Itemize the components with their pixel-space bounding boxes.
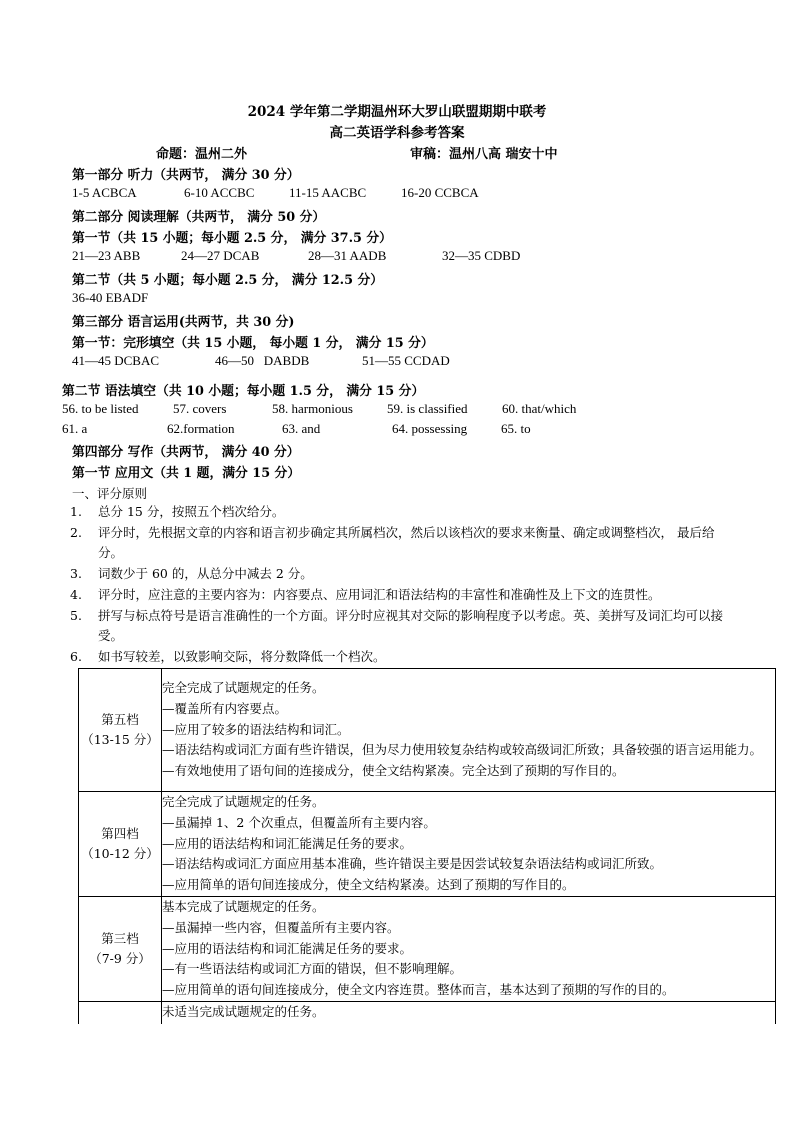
- principle-text: 拼写与标点符号是语言准确性的一个方面。评分时应视其对交际的影响程度予以考虑。英、美拼写及词汇均可以接受。: [98, 608, 724, 643]
- grade-row: [79, 1002, 776, 1024]
- principle-number: 3.: [70, 566, 82, 581]
- grade-name: 第五档: [101, 712, 139, 727]
- grade-line: —应用了较多的语法结构和词汇。: [162, 721, 350, 737]
- answer-item: 61. a: [62, 421, 88, 436]
- answer-item: 59. is classified: [387, 401, 468, 416]
- principle-number: 6.: [70, 649, 82, 664]
- principle-text: 评分时，先根据文章的内容和语言初步确定其所属档次，然后以该档次的要求来衡量、确定或调整档次， 最后给分。: [98, 525, 715, 560]
- grade-line: 基本完成了试题规定的任务。: [162, 899, 325, 914]
- part3-section1-heading: 第一节：完形填空（共 15 小题， 每小题 1 分， 满分 15 分）: [72, 336, 434, 351]
- reviewer-credit: 审稿：温州八高 瑞安十中: [410, 147, 558, 162]
- part3-section2-heading: 第二节 语法填空（共 10 小题；每小题 1.5 分， 满分 15 分）: [62, 384, 425, 399]
- grade-row: [79, 669, 776, 792]
- grade-description-cell: [162, 1002, 776, 1024]
- grade-line: —虽漏掉 1、2 个次重点，但覆盖所有主要内容。: [162, 814, 436, 830]
- grade-line: —语法结构或词汇方面有些许错误，但为尽力使用较复杂结构或较高级词汇所致；具备较强的语言运用能力。: [162, 742, 763, 758]
- grade-line: —有一些语法结构或词汇方面的错误，但不影响理解。: [162, 961, 463, 977]
- answer-item: 56. to be listed: [62, 401, 139, 416]
- grade-description-cell: [162, 897, 776, 1002]
- answer-item: 58. harmonious: [272, 401, 353, 416]
- grade-range: （7-9 分）: [89, 951, 151, 966]
- principle-text: 评分时，应注意的主要内容为：内容要点、应用词汇和语法结构的丰富性和准确性及上下文的连贯性。: [98, 587, 661, 602]
- answer-group: 41—45 DCBAC: [72, 353, 160, 368]
- answer-item: 64. possessing: [392, 421, 468, 436]
- grade-range: （13-15 分）: [81, 732, 159, 747]
- grading-table: [78, 668, 776, 1024]
- grade-description-cell: [162, 792, 776, 897]
- answer-item: 62.formation: [167, 421, 235, 436]
- principle-number: 1.: [70, 504, 82, 519]
- part2-section2-heading: 第二节（共 5 小题；每小题 2.5 分， 满分 12.5 分）: [72, 273, 384, 288]
- grade-line: —虽漏掉一些内容，但覆盖所有主要内容。: [162, 919, 400, 935]
- part2-section1-heading: 第一节（共 15 小题；每小题 2.5 分， 满分 37.5 分）: [72, 231, 392, 246]
- part4-section1-heading: 第一节 应用文（共 1 题，满分 15 分）: [72, 466, 301, 481]
- answer-group: 32—35 CDBD: [442, 248, 521, 263]
- grade-name: 第四档: [101, 826, 139, 841]
- setter-credit: 命题：温州二外: [156, 147, 248, 162]
- principle-item: [70, 606, 730, 646]
- principle-number: 2.: [70, 525, 82, 540]
- principles-title: 一、评分原则: [72, 486, 148, 501]
- grade-line: 完全完成了试题规定的任务。: [162, 794, 325, 809]
- grade-line: 未适当完成试题规定的任务。: [162, 1004, 325, 1019]
- grade-row: [79, 897, 776, 1002]
- grade-line: —应用的语法结构和词汇能满足任务的要求。: [162, 835, 413, 851]
- answer-item: 63. and: [282, 421, 321, 436]
- grade-line: 完全完成了试题规定的任务。: [162, 680, 325, 695]
- principle-item: [70, 585, 730, 605]
- principle-item: [70, 523, 730, 563]
- part1-heading: 第一部分 听力（共两节， 满分 30 分）: [72, 168, 300, 183]
- part2-heading: 第二部分 阅读理解（共两节， 满分 50 分）: [72, 210, 326, 225]
- grade-name: 第三档: [101, 931, 139, 946]
- grade-line: —覆盖所有内容要点。: [162, 700, 288, 716]
- grade-range: （10-12 分）: [81, 846, 159, 861]
- part4-heading: 第四部分 写作（共两节， 满分 40 分）: [72, 445, 300, 460]
- principle-item: [70, 502, 730, 522]
- grade-level-cell: [79, 1002, 162, 1024]
- answer-group: 28—31 AADB: [308, 248, 387, 263]
- grade-line: —应用简单的语句间连接成分，使全文内容连贯。整体而言，基本达到了预期的写作的目的。: [162, 982, 675, 998]
- answer-group: 24—27 DCAB: [181, 248, 260, 263]
- principle-text: 总分 15 分，按照五个档次给分。: [98, 504, 285, 519]
- principle-number: 4.: [70, 587, 82, 602]
- grade-level-cell: [79, 897, 162, 1002]
- grade-level-cell: [79, 669, 162, 792]
- grade-description-cell: [162, 669, 776, 792]
- part3-heading: 第三部分 语言运用(共两节，共 30 分): [72, 315, 295, 330]
- answer-group: 16-20 CCBCA: [401, 185, 479, 200]
- principle-text: 词数少于 60 的，从总分中减去 2 分。: [98, 566, 313, 581]
- grade-line: —语法结构或词汇方面应用基本准确，些许错误主要是因尝试较复杂语法结构或词汇所致。: [162, 856, 663, 872]
- grade-line: —应用简单的语句间连接成分，使全文结构紧凑。达到了预期的写作目的。: [162, 877, 575, 893]
- answer-item: 65. to: [501, 421, 531, 436]
- answer-group: 11-15 AACBC: [289, 185, 367, 200]
- grade-line: —有效地使用了语句间的连接成分，使全文结构紧凑。完全达到了预期的写作目的。: [162, 763, 625, 779]
- grade-level-cell: [79, 792, 162, 897]
- answer-group: 1-5 ACBCA: [72, 185, 137, 200]
- principle-item: [70, 564, 730, 584]
- answer-item: 60. that/which: [502, 401, 577, 416]
- answer-group: 51—55 CCDAD: [362, 353, 450, 368]
- answer-group: 46—50 DABDB: [215, 353, 310, 368]
- grade-row: [79, 792, 776, 897]
- answer-item: 57. covers: [173, 401, 227, 416]
- answer-group: 36-40 EBADF: [72, 290, 149, 305]
- grade-line: —应用的语法结构和词汇能满足任务的要求。: [162, 940, 413, 956]
- document-title: 2024 学年第二学期温州环大罗山联盟期期中联考: [247, 104, 547, 120]
- principle-item: [70, 647, 730, 667]
- principle-number: 5.: [70, 608, 82, 623]
- answer-group: 21—23 ABB: [72, 248, 141, 263]
- principle-text: 如书写较差，以致影响交际，将分数降低一个档次。: [98, 649, 386, 664]
- answer-group: 6-10 ACCBC: [184, 185, 255, 200]
- document-subtitle: 高二英语学科参考答案: [329, 125, 465, 141]
